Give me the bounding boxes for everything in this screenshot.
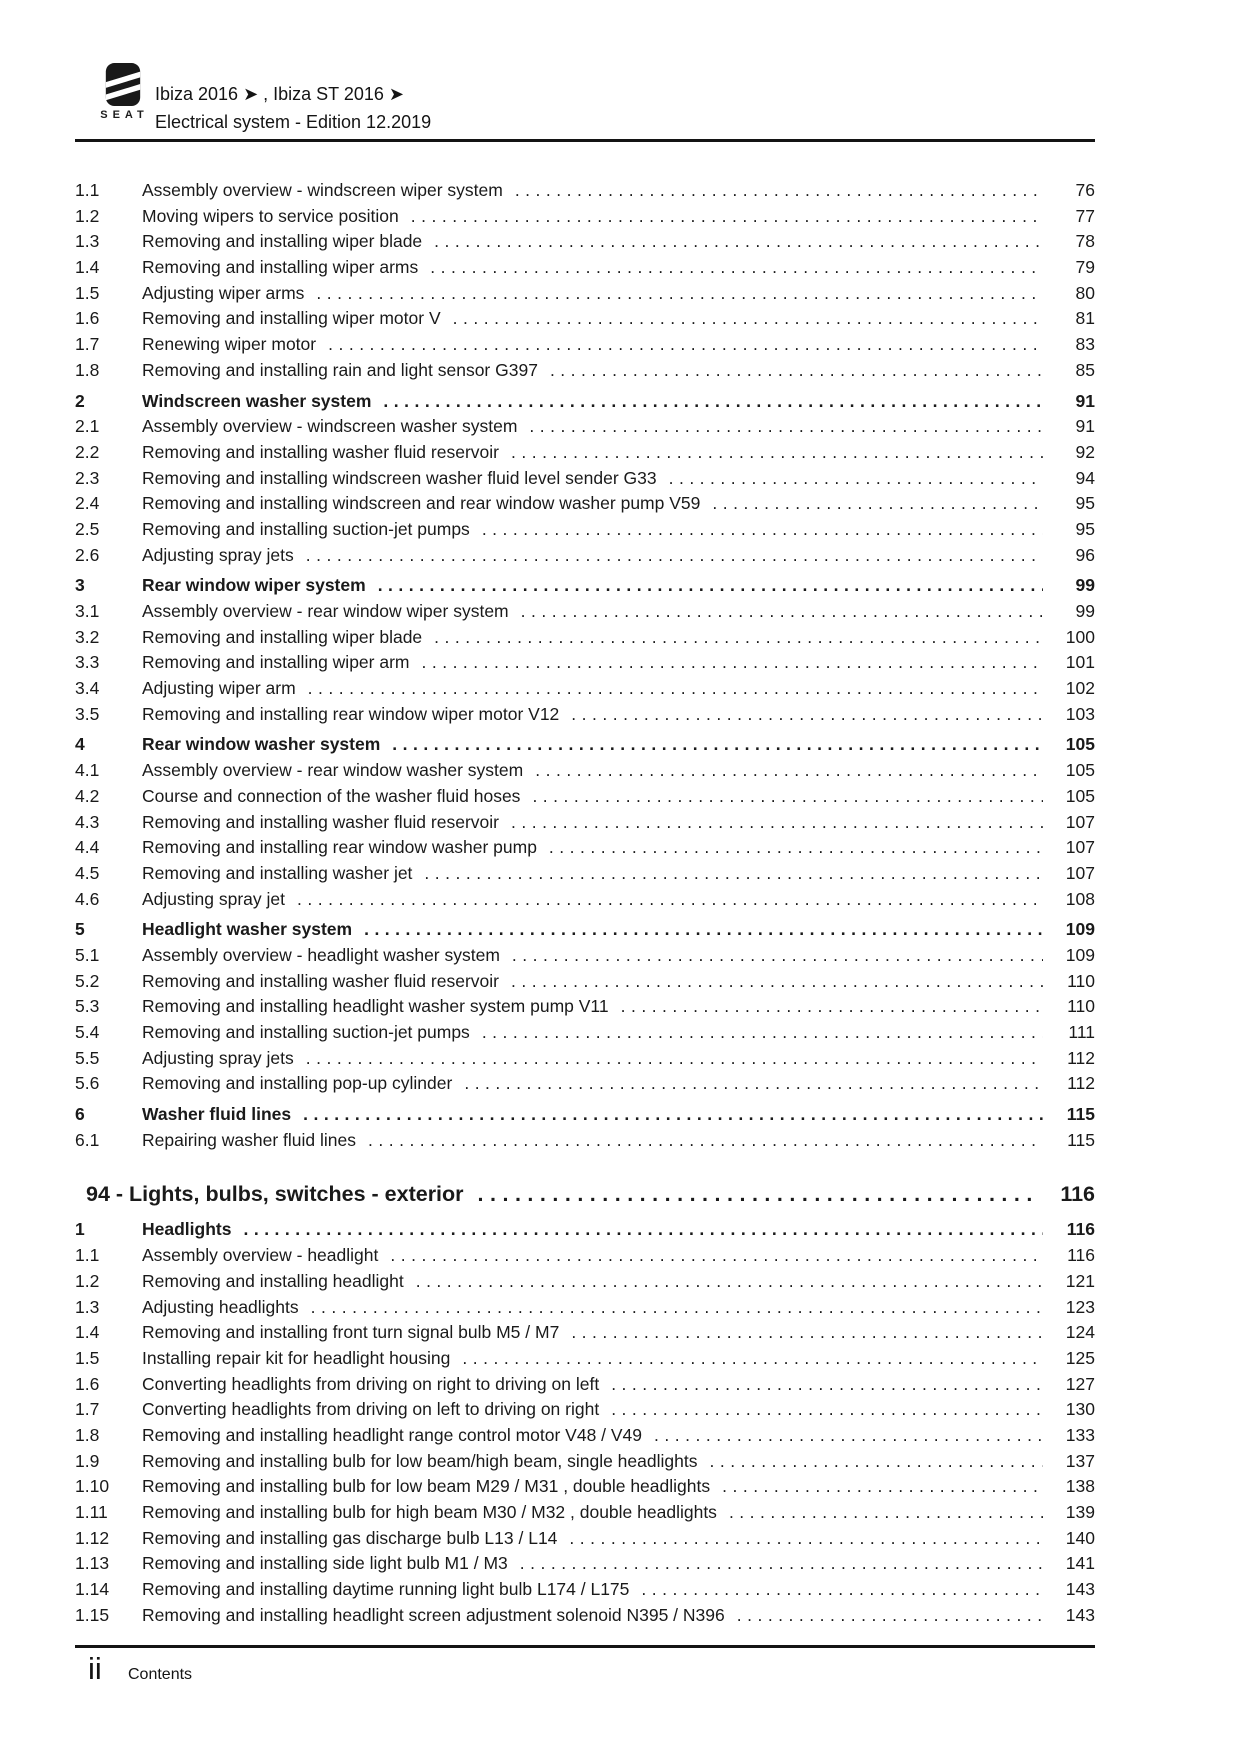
toc-row — [75, 1397, 1095, 1423]
toc-entry-number: 2.5 — [75, 518, 100, 539]
toc-entry-title: Repairing washer fluid lines — [142, 1129, 356, 1150]
toc-entry-number: 1 — [75, 1219, 85, 1240]
footer-divider — [75, 1645, 1095, 1648]
dot-leader — [306, 1046, 1043, 1072]
toc-row — [75, 758, 1095, 784]
dot-leader — [511, 440, 1043, 466]
toc-entry-title: Headlight washer system — [142, 919, 353, 940]
dot-leader — [669, 466, 1043, 492]
toc-entry-title: Installing repair kit for headlight housing — [142, 1347, 451, 1368]
toc-entry-page-number: 127 — [1065, 1373, 1095, 1394]
toc-row — [75, 994, 1095, 1020]
header-divider — [75, 139, 1095, 142]
toc-row — [75, 943, 1095, 969]
dot-leader — [515, 178, 1043, 204]
footer-section-label: Contents — [128, 1666, 193, 1683]
toc-entry-number: 4.2 — [75, 785, 100, 806]
dot-leader — [390, 1243, 1043, 1269]
dot-leader — [478, 1177, 1039, 1211]
toc-entry-page-number: 99 — [1075, 601, 1095, 621]
toc-row — [75, 517, 1095, 543]
toc-entry-title: Adjusting wiper arm — [142, 678, 296, 699]
toc-part2 — [75, 1217, 1095, 1628]
toc-row — [75, 573, 1095, 599]
toc-entry-title: Converting headlights from driving on right to driving on left — [142, 1373, 600, 1394]
toc-row — [75, 1020, 1095, 1046]
toc-entry-title: Assembly overview - rear window washer system — [142, 760, 524, 781]
toc-entry-title: Removing and installing suction-jet pumps — [142, 518, 470, 539]
toc-entry-page-number: 110 — [1067, 970, 1095, 991]
toc-entry-page-number: 140 — [1065, 1527, 1095, 1548]
toc-entry-title: Removing and installing rear window washer pump — [142, 837, 537, 858]
toc-row — [75, 1128, 1095, 1154]
toc-entry-page-number: 141 — [1065, 1553, 1095, 1574]
toc-row — [75, 306, 1095, 332]
toc-entry-title: Adjusting spray jet — [142, 888, 285, 909]
dot-leader — [378, 573, 1043, 599]
toc-entry-page-number: 80 — [1075, 282, 1095, 303]
dot-leader — [737, 1603, 1043, 1629]
toc-entry-page-number: 77 — [1075, 205, 1095, 226]
toc-row — [75, 1449, 1095, 1475]
toc-entry-number: 5.6 — [75, 1073, 100, 1094]
toc-entry-page-number: 81 — [1075, 308, 1095, 329]
toc-entry-page-number: 115 — [1067, 1129, 1095, 1150]
toc-entry-number: 1.2 — [75, 205, 100, 226]
toc-row — [75, 1295, 1095, 1321]
toc-entry-title: Converting headlights from driving on left to driving on right — [142, 1399, 600, 1420]
toc-entry-number: 1.4 — [75, 1322, 100, 1343]
toc-entry-title: Removing and installing washer fluid reservoir — [142, 441, 499, 462]
toc-row — [75, 389, 1095, 415]
toc-entry-title: Removing and installing bulb for high beam M30 / M32 , double headlights — [142, 1502, 717, 1522]
toc-entry-number: 1.1 — [75, 1245, 100, 1266]
toc-row — [75, 1046, 1095, 1072]
toc-entry-number: 4.5 — [75, 862, 100, 883]
dot-leader — [512, 943, 1043, 969]
dot-leader — [611, 1397, 1043, 1423]
toc-row — [75, 599, 1095, 625]
toc-entry-number: 5.5 — [75, 1047, 100, 1068]
toc-entry-page-number: 112 — [1067, 1073, 1095, 1094]
toc-row — [75, 281, 1095, 307]
toc-row — [75, 1526, 1095, 1552]
dot-leader — [316, 281, 1043, 307]
toc-row — [75, 358, 1095, 384]
toc-row — [75, 784, 1095, 810]
dot-leader — [709, 1449, 1043, 1475]
toc-row — [75, 1551, 1095, 1577]
toc-entry-title: Removing and installing rain and light sensor G397 — [142, 359, 538, 380]
toc-row — [75, 204, 1095, 230]
chapter-page-number: 116 — [1060, 1182, 1095, 1207]
toc-entry-title: Removing and installing washer jet — [142, 862, 413, 883]
toc-row — [75, 466, 1095, 492]
toc-entry-page-number: 94 — [1075, 467, 1095, 488]
toc-entry-number: 3.5 — [75, 703, 100, 724]
toc-row — [75, 1269, 1095, 1295]
dot-leader — [722, 1474, 1043, 1500]
toc-row — [75, 332, 1095, 358]
toc-entry-title: Removing and installing washer fluid reservoir — [142, 811, 499, 832]
toc-part1 — [75, 178, 1095, 1153]
toc-entry-page-number: 100 — [1065, 626, 1095, 647]
toc-entry-page-number: 95 — [1075, 493, 1095, 514]
toc-entry-number: 5.4 — [75, 1022, 100, 1042]
dot-leader — [529, 414, 1043, 440]
dot-leader — [571, 702, 1043, 728]
chapter-title: 94 - Lights, bulbs, switches - exterior — [86, 1182, 464, 1207]
dot-leader — [621, 994, 1043, 1020]
dot-leader — [521, 599, 1043, 625]
dot-leader — [328, 332, 1043, 358]
toc-row — [75, 1423, 1095, 1449]
toc-entry-number: 6.1 — [75, 1129, 100, 1150]
toc-entry-number: 1.5 — [75, 1347, 100, 1368]
toc-entry-number: 6 — [75, 1104, 85, 1125]
toc-entry-number: 5.3 — [75, 996, 100, 1017]
dot-leader — [464, 1071, 1043, 1097]
toc-entry-page-number: 115 — [1066, 1104, 1095, 1125]
dot-leader — [368, 1128, 1043, 1154]
dot-leader — [392, 732, 1043, 758]
toc-row — [75, 1320, 1095, 1346]
toc-entry-number: 1.14 — [75, 1579, 110, 1600]
seat-logo-icon — [95, 63, 151, 107]
toc-entry-number: 4.4 — [75, 837, 100, 858]
toc-row — [75, 887, 1095, 913]
chapter-heading-row — [86, 1177, 1095, 1211]
toc-entry-title: Removing and installing washer fluid reservoir — [142, 970, 499, 991]
toc-entry-title: Removing and installing headlight range control motor V48 / V49 — [142, 1424, 643, 1445]
toc-entry-title: Removing and installing pop-up cylinder — [142, 1073, 453, 1094]
toc-entry-number: 1.9 — [75, 1450, 100, 1471]
dot-leader — [712, 491, 1043, 517]
toc-row — [75, 835, 1095, 861]
dot-leader — [306, 543, 1043, 569]
dot-leader — [453, 306, 1043, 332]
dot-leader — [411, 204, 1043, 230]
toc-entry-number: 1.7 — [75, 334, 100, 355]
toc-entry-number: 4.6 — [75, 888, 100, 909]
table-of-contents — [75, 178, 1095, 1628]
toc-entry-number: 1.3 — [75, 231, 100, 252]
toc-entry-number: 4.1 — [75, 760, 100, 781]
toc-row — [75, 178, 1095, 204]
toc-row — [75, 1102, 1095, 1128]
toc-entry-number: 1.11 — [75, 1502, 108, 1522]
dot-leader — [520, 1551, 1043, 1577]
toc-entry-number: 1.4 — [75, 257, 100, 278]
brand-wordmark: SEAT — [100, 109, 149, 121]
dot-leader — [416, 1269, 1043, 1295]
header-text — [155, 80, 431, 136]
toc-row — [75, 1372, 1095, 1398]
toc-entry-page-number: 110 — [1067, 996, 1095, 1017]
toc-entry-page-number: 116 — [1066, 1219, 1095, 1240]
toc-entry-page-number: 101 — [1065, 652, 1095, 673]
toc-entry-number: 1.6 — [75, 308, 100, 329]
toc-entry-number: 3.4 — [75, 678, 100, 699]
toc-entry-title: Moving wipers to service position — [142, 205, 399, 226]
toc-entry-number: 3.3 — [75, 652, 100, 673]
toc-entry-title: Renewing wiper motor — [142, 334, 317, 355]
toc-entry-title: Rear window washer system — [142, 734, 381, 755]
dot-leader — [303, 1102, 1043, 1128]
toc-row — [75, 255, 1095, 281]
toc-entry-title: Adjusting spray jets — [142, 544, 294, 565]
toc-entry-page-number: 143 — [1065, 1579, 1095, 1600]
dot-leader — [243, 1217, 1043, 1243]
toc-entry-number: 2.2 — [75, 441, 100, 462]
dot-leader — [654, 1423, 1043, 1449]
dot-leader — [535, 758, 1043, 784]
toc-entry-title: Removing and installing wiper arms — [142, 257, 419, 278]
toc-entry-page-number: 139 — [1065, 1502, 1095, 1522]
toc-entry-title: Assembly overview - rear window wiper system — [142, 601, 509, 621]
toc-entry-page-number: 102 — [1065, 678, 1095, 699]
toc-entry-page-number: 103 — [1065, 703, 1095, 724]
toc-entry-title: Removing and installing gas discharge bulb L13 / L14 — [142, 1527, 558, 1548]
toc-entry-number: 2 — [75, 390, 85, 411]
toc-entry-number: 1.12 — [75, 1527, 110, 1548]
toc-row — [75, 543, 1095, 569]
toc-entry-page-number: 137 — [1065, 1450, 1095, 1471]
toc-entry-number: 1.13 — [75, 1553, 110, 1574]
toc-entry-page-number: 116 — [1067, 1245, 1095, 1266]
toc-entry-number: 1.6 — [75, 1373, 100, 1394]
toc-entry-page-number: 124 — [1065, 1322, 1095, 1343]
toc-entry-number: 2.1 — [75, 416, 100, 437]
toc-entry-page-number: 107 — [1065, 837, 1095, 858]
toc-entry-title: Course and connection of the washer fluid hoses — [142, 785, 521, 806]
toc-entry-number: 3.2 — [75, 626, 100, 647]
toc-entry-title: Removing and installing suction-jet pumps — [142, 1022, 470, 1042]
dot-leader — [297, 887, 1043, 913]
toc-entry-page-number: 78 — [1075, 231, 1095, 252]
header-edition-line: Electrical system - Edition 12.2019 — [155, 112, 432, 132]
toc-entry-number: 2.4 — [75, 493, 100, 514]
toc-entry-title: Adjusting spray jets — [142, 1047, 294, 1068]
toc-entry-number: 4.3 — [75, 811, 100, 832]
toc-entry-page-number: 143 — [1065, 1604, 1095, 1625]
toc-entry-page-number: 85 — [1075, 359, 1095, 380]
dot-leader — [550, 358, 1043, 384]
dot-leader — [462, 1346, 1043, 1372]
seat-logo — [95, 63, 151, 121]
dot-leader — [308, 676, 1043, 702]
toc-entry-number: 1.1 — [75, 180, 100, 200]
toc-entry-number: 1.5 — [75, 282, 100, 303]
toc-entry-page-number: 109 — [1065, 944, 1095, 965]
toc-entry-title: Removing and installing side light bulb M1 / M3 — [142, 1553, 508, 1574]
toc-entry-page-number: 105 — [1065, 734, 1095, 755]
toc-row — [75, 1346, 1095, 1372]
toc-entry-page-number: 111 — [1068, 1022, 1095, 1042]
toc-entry-page-number: 91 — [1075, 416, 1095, 437]
toc-row — [75, 702, 1095, 728]
toc-entry-title: Assembly overview - windscreen wiper system — [142, 180, 503, 200]
dot-leader — [611, 1372, 1043, 1398]
toc-entry-page-number: 108 — [1065, 888, 1095, 909]
toc-entry-page-number: 112 — [1067, 1047, 1095, 1068]
toc-row — [75, 1217, 1095, 1243]
dot-leader — [364, 917, 1043, 943]
toc-entry-title: Removing and installing wiper arm — [142, 652, 410, 673]
dot-leader — [571, 1320, 1043, 1346]
dot-leader — [641, 1577, 1043, 1603]
toc-entry-page-number: 133 — [1065, 1424, 1095, 1445]
toc-entry-number: 1.3 — [75, 1296, 100, 1317]
toc-entry-title: Windscreen washer system — [142, 390, 372, 411]
toc-entry-page-number: 109 — [1065, 919, 1095, 940]
toc-entry-number: 1.7 — [75, 1399, 100, 1420]
toc-row — [75, 1577, 1095, 1603]
toc-entry-title: Assembly overview - headlight washer system — [142, 944, 500, 965]
toc-entry-title: Removing and installing headlight screen adjustment solenoid N395 / N396 — [142, 1604, 725, 1625]
dot-leader — [532, 784, 1043, 810]
toc-entry-page-number: 96 — [1075, 544, 1095, 565]
toc-entry-page-number: 99 — [1075, 575, 1095, 596]
toc-entry-title: Headlights — [142, 1219, 232, 1240]
toc-entry-title: Removing and installing front turn signal bulb M5 / M7 — [142, 1322, 560, 1343]
dot-leader — [434, 625, 1043, 651]
toc-entry-page-number: 130 — [1065, 1399, 1095, 1420]
toc-entry-number: 4 — [75, 734, 85, 755]
toc-row — [75, 625, 1095, 651]
toc-entry-title: Assembly overview - headlight — [142, 1245, 379, 1266]
dot-leader — [569, 1526, 1043, 1552]
dot-leader — [383, 389, 1043, 415]
toc-entry-number: 5 — [75, 919, 85, 940]
toc-entry-page-number: 76 — [1075, 180, 1095, 200]
toc-entry-title: Adjusting wiper arms — [142, 282, 305, 303]
toc-entry-number: 5.2 — [75, 970, 100, 991]
toc-row — [75, 1243, 1095, 1269]
toc-entry-title: Washer fluid lines — [142, 1104, 292, 1125]
toc-entry-title: Removing and installing windscreen washer fluid level sender G33 — [142, 467, 657, 488]
toc-entry-title: Assembly overview - windscreen washer system — [142, 416, 518, 437]
toc-entry-number: 1.10 — [75, 1476, 110, 1497]
toc-entry-page-number: 107 — [1065, 862, 1095, 883]
dot-leader — [434, 229, 1043, 255]
toc-entry-number: 1.8 — [75, 359, 100, 380]
toc-entry-number: 1.15 — [75, 1604, 110, 1625]
toc-entry-page-number: 105 — [1065, 785, 1095, 806]
toc-row — [75, 676, 1095, 702]
toc-entry-title: Rear window wiper system — [142, 575, 366, 596]
toc-entry-title: Removing and installing wiper blade — [142, 231, 423, 252]
dot-leader — [430, 255, 1043, 281]
dot-leader — [482, 1020, 1043, 1046]
toc-entry-page-number: 125 — [1065, 1347, 1095, 1368]
toc-row — [75, 1603, 1095, 1629]
dot-leader — [482, 517, 1043, 543]
toc-entry-title: Removing and installing bulb for low beam M29 / M31 , double headlights — [142, 1476, 711, 1497]
toc-entry-number: 5.1 — [75, 944, 100, 965]
toc-row — [75, 440, 1095, 466]
toc-row — [75, 414, 1095, 440]
toc-entry-page-number: 121 — [1065, 1270, 1095, 1291]
toc-entry-page-number: 92 — [1075, 441, 1095, 462]
dot-leader — [311, 1295, 1043, 1321]
toc-row — [75, 810, 1095, 836]
toc-entry-number: 3 — [75, 575, 85, 596]
toc-entry-page-number: 91 — [1075, 390, 1095, 411]
dot-leader — [511, 810, 1043, 836]
toc-row — [75, 650, 1095, 676]
toc-entry-title: Removing and installing wiper blade — [142, 626, 423, 647]
toc-entry-title: Removing and installing daytime running light bulb L174 / L175 — [142, 1579, 630, 1600]
toc-entry-title: Removing and installing headlight washer system pump V11 — [142, 996, 609, 1017]
toc-entry-page-number: 83 — [1075, 334, 1095, 355]
dot-leader — [421, 650, 1043, 676]
toc-entry-page-number: 95 — [1075, 518, 1095, 539]
toc-row — [75, 969, 1095, 995]
toc-row — [75, 1474, 1095, 1500]
toc-entry-number: 1.8 — [75, 1424, 100, 1445]
toc-row — [75, 229, 1095, 255]
toc-entry-title: Removing and installing windscreen and rear window washer pump V59 — [142, 493, 701, 514]
toc-row — [75, 491, 1095, 517]
toc-entry-number: 2.6 — [75, 544, 100, 565]
toc-entry-number: 2.3 — [75, 467, 100, 488]
toc-entry-page-number: 79 — [1075, 257, 1095, 278]
toc-row — [75, 1071, 1095, 1097]
footer-page-number: ii — [88, 1651, 102, 1686]
header-model-line: Ibiza 2016 ➤ , Ibiza ST 2016 ➤ — [155, 84, 404, 104]
toc-entry-title: Removing and installing headlight — [142, 1270, 404, 1291]
dot-leader — [424, 861, 1043, 887]
toc-entry-title: Removing and installing bulb for low beam/high beam, single headlights — [142, 1450, 698, 1471]
toc-entry-page-number: 123 — [1065, 1296, 1095, 1317]
toc-row — [75, 1500, 1095, 1526]
toc-row — [75, 732, 1095, 758]
toc-entry-number: 1.2 — [75, 1270, 100, 1291]
dot-leader — [549, 835, 1043, 861]
toc-entry-title: Removing and installing rear window wiper motor V12 — [142, 703, 560, 724]
toc-entry-title: Adjusting headlights — [142, 1296, 299, 1317]
toc-entry-page-number: 107 — [1065, 811, 1095, 832]
toc-entry-number: 3.1 — [75, 601, 100, 621]
toc-entry-page-number: 138 — [1065, 1476, 1095, 1497]
toc-row — [75, 861, 1095, 887]
dot-leader — [511, 969, 1043, 995]
toc-entry-page-number: 105 — [1065, 760, 1095, 781]
toc-row — [75, 917, 1095, 943]
dot-leader — [729, 1500, 1043, 1526]
toc-entry-title: Removing and installing wiper motor V — [142, 308, 441, 329]
